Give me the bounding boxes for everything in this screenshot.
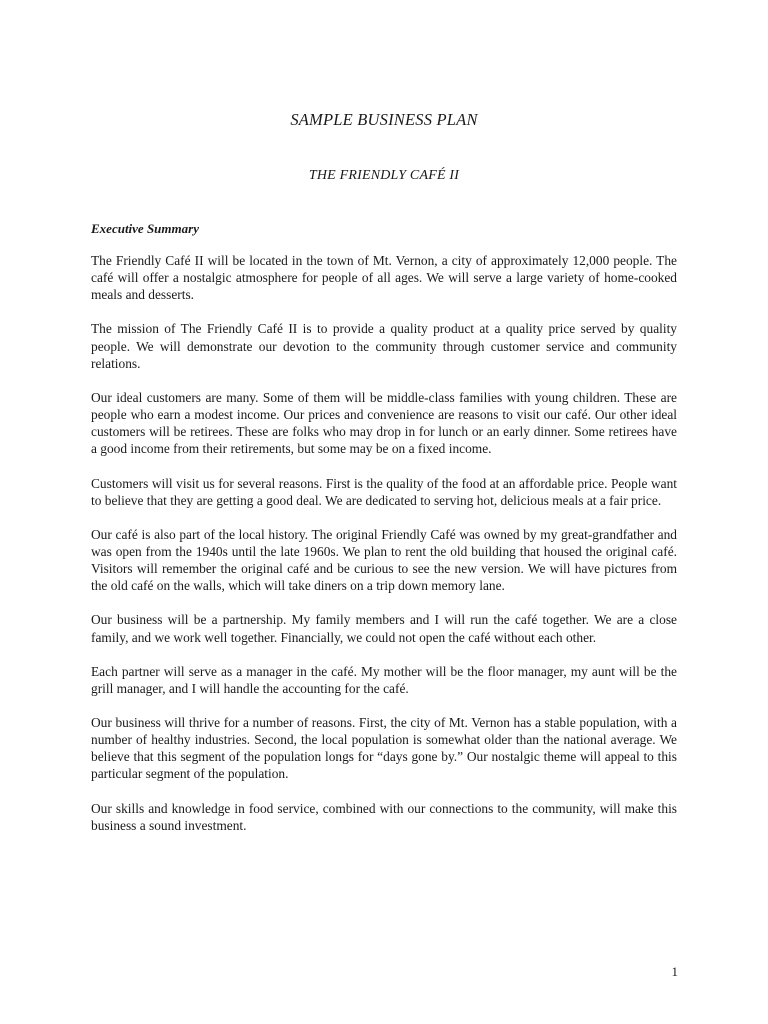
paragraph: The Friendly Café II will be located in the town of Mt. Vernon, a city of approximately 12,000 people. The café will offer a nostalgic atmosphere for people of all ages. We will serve a large variety of home-cooked meals and desserts.: [91, 253, 677, 303]
paragraph: Customers will visit us for several reasons. First is the quality of the food at an affordable price. People want to believe that they are getting a good deal. We are dedicated to serving hot, delicious meals at a fair price.: [91, 475, 677, 508]
paragraph: Each partner will serve as a manager in the café. My mother will be the floor manager, my aunt will be the grill manager, and I will handle the accounting for the café.: [91, 663, 677, 696]
paragraph: Our skills and knowledge in food service, combined with our connections to the community, will make this business a sound investment.: [91, 800, 677, 833]
paragraph: Our ideal customers are many. Some of them will be middle-class families with young children. These are people who earn a modest income. Our prices and convenience are reasons to visit our café. Our other ideal customers will be retirees. These are folks who may drop in for lunch or an early dinner. Some retirees have a good income from their retirements, but some may be on a fixed income.: [91, 389, 677, 457]
paragraph: Our business will thrive for a number of reasons. First, the city of Mt. Vernon has a stable population, with a number of healthy industries. Second, the local population is somewhat older than the national average. We believe that this segment of the population longs for “days gone by.” Our nostalgic theme will appeal to this particular segment of the population.: [91, 715, 677, 782]
section-heading: Executive Summary: [91, 221, 199, 236]
paragraph: Our café is also part of the local history. The original Friendly Café was owned by my great-grandfather and was open from the 1940s until the late 1960s. We plan to rent the old building that housed the original café. Visitors will remember the original café and be curious to see the new version. We will have pictures from the old café on the walls, which will take diners on a trip down memory lane.: [91, 526, 677, 594]
page-number: 1: [671, 964, 678, 979]
document-title: SAMPLE BUSINESS PLAN: [290, 110, 478, 129]
paragraph: The mission of The Friendly Café II is to provide a quality product at a quality price served by quality people. We will demonstrate our devotion to the community through customer service and community relations.: [91, 321, 677, 371]
document-subtitle: THE FRIENDLY CAFÉ II: [308, 168, 460, 183]
paragraph: Our business will be a partnership. My family members and I will run the café together. We are a close family, and we work well together. Financially, we could not open the café without each other.: [91, 612, 677, 645]
body-text: [91, 252, 677, 851]
